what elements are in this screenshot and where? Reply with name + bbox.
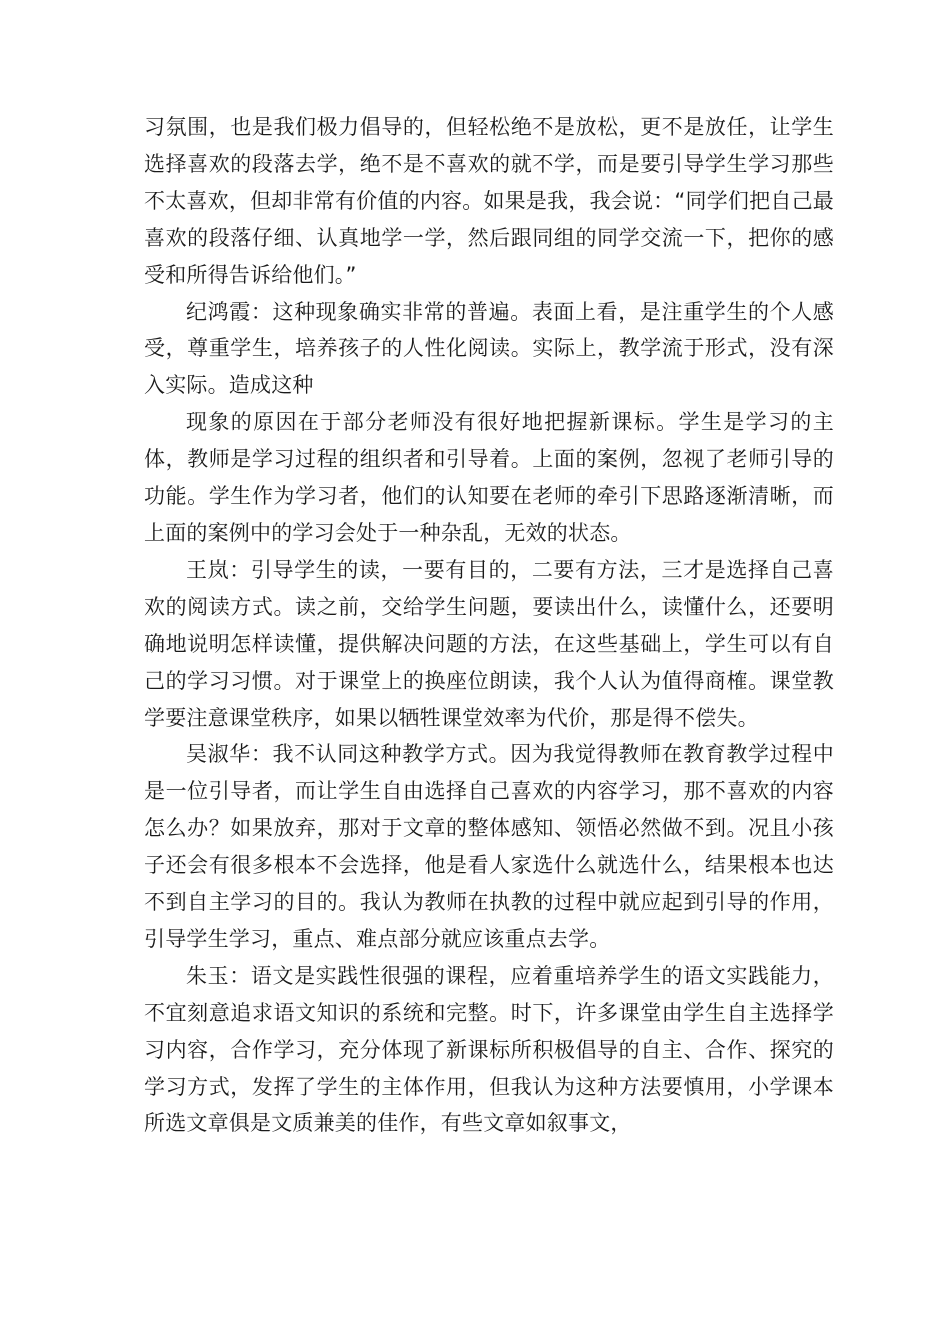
paragraph-6: 朱玉：语文是实践性很强的课程，应着重培养学生的语文实践能力，不宜刻意追求语文知识的系统和完整。时下，许多课堂由学生自主选择学习内容，合作学习，充分体现了新课标所积极倡导的自主、合作、探究的学习方式，发挥了学生的主体作用，但我认为这种方法要慎用，小学课本所选文章俱是文质兼美的佳作，有些文章如叙事文， [144, 963, 834, 1136]
document-body [144, 109, 834, 1142]
paragraph-4: 王岚：引导学生的读，一要有目的，二要有方法，三才是选择自己喜欢的阅读方式。读之前，交给学生问题，要读出什么，读懂什么，还要明确地说明怎样读懂，提供解决问题的方法，在这些基础上，学生可以有自己的学习习惯。对于课堂上的换座位朗读，我个人认为值得商榷。课堂教学要注意课堂秩序，如果以牺牲课堂效率为代价，那是得不偿失。 [144, 557, 834, 730]
paragraph-2: 纪鸿霞：这种现象确实非常的普遍。表面上看，是注重学生的个人感受，尊重学生，培养孩子的人性化阅读。实际上，教学流于形式，没有深入实际。造成这种 [144, 299, 834, 398]
paragraph-5: 吴淑华：我不认同这种教学方式。因为我觉得教师在教育教学过程中是一位引导者，而让学生自由选择自己喜欢的内容学习，那不喜欢的内容怎么办？如果放弃，那对于文章的整体感知、领悟必然做不到。况且小孩子还会有很多根本不会选择，他是看人家选什么就选什么，结果根本也达不到自主学习的目的。我认为教师在执教的过程中就应起到引导的作用，引导学生学习，重点、难点部分就应该重点去学。 [144, 742, 834, 951]
paragraph-3: 现象的原因在于部分老师没有很好地把握新课标。学生是学习的主体，教师是学习过程的组织者和引导着。上面的案例，忽视了老师引导的功能。学生作为学习者，他们的认知要在老师的牵引下思路逐渐清晰，而上面的案例中的学习会处于一种杂乱，无效的状态。 [144, 410, 834, 545]
paragraph-1: 习氛围，也是我们极力倡导的，但轻松绝不是放松，更不是放任，让学生选择喜欢的段落去学，绝不是不喜欢的就不学，而是要引导学生学习那些不太喜欢，但却非常有价值的内容。如果是我，我会说：“同学们把自己最喜欢的段落仔细、认真地学一学，然后跟同组的同学交流一下，把你的感受和所得告诉给他们。” [144, 115, 834, 287]
